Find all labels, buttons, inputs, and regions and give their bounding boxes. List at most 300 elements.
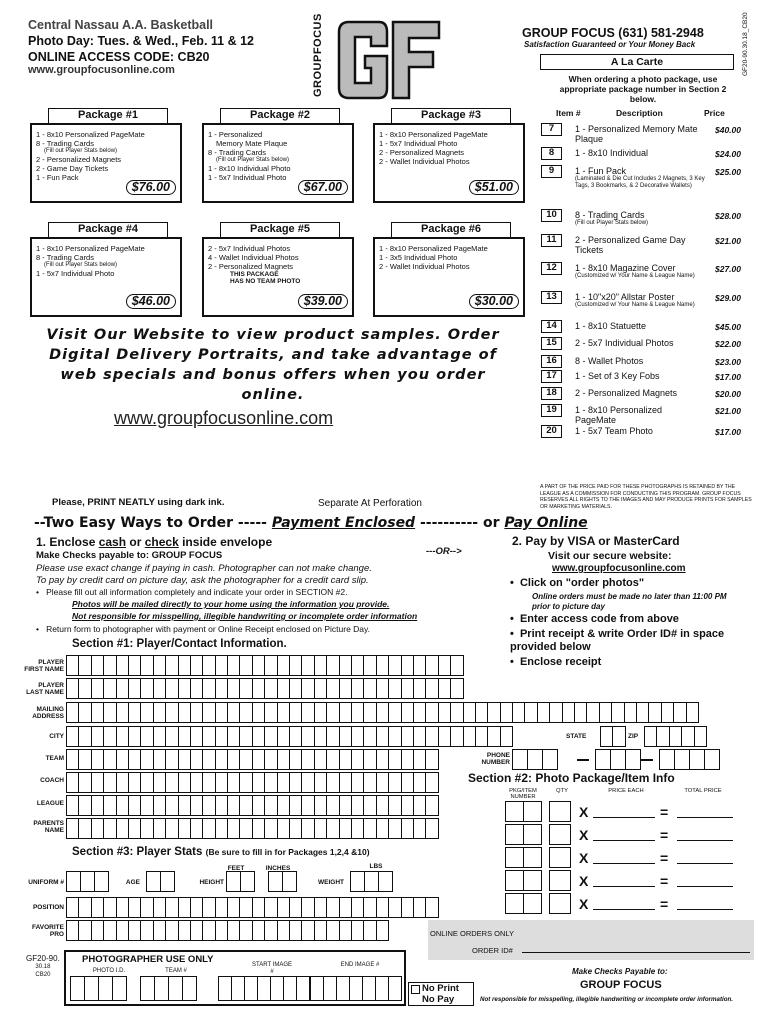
char-box[interactable] — [165, 795, 178, 816]
char-box[interactable] — [178, 702, 191, 723]
char-box[interactable] — [376, 726, 389, 747]
char-box[interactable] — [425, 818, 438, 839]
char-box[interactable] — [160, 871, 175, 892]
char-box[interactable] — [438, 726, 451, 747]
char-box[interactable] — [165, 726, 178, 747]
char-box[interactable] — [378, 871, 393, 892]
pkg-number-box[interactable] — [505, 870, 524, 891]
char-box[interactable] — [339, 655, 352, 676]
char-box[interactable] — [165, 655, 178, 676]
char-box[interactable] — [351, 655, 364, 676]
char-box[interactable] — [326, 726, 339, 747]
char-box[interactable] — [301, 920, 314, 941]
char-box[interactable] — [363, 702, 376, 723]
char-box[interactable] — [91, 702, 104, 723]
char-box[interactable] — [78, 795, 91, 816]
char-box[interactable] — [165, 749, 178, 770]
qty-box[interactable] — [549, 870, 571, 891]
league-field[interactable] — [66, 795, 438, 816]
char-box[interactable] — [91, 678, 104, 699]
char-box[interactable] — [190, 726, 203, 747]
char-box[interactable] — [351, 702, 364, 723]
char-box[interactable] — [323, 976, 337, 1001]
char-box[interactable] — [326, 920, 339, 941]
char-box[interactable] — [656, 726, 669, 747]
char-box[interactable] — [463, 726, 476, 747]
char-box[interactable] — [314, 772, 327, 793]
char-box[interactable] — [487, 702, 500, 723]
char-box[interactable] — [611, 702, 624, 723]
char-box[interactable] — [336, 976, 350, 1001]
char-box[interactable] — [66, 726, 79, 747]
char-box[interactable] — [413, 678, 426, 699]
char-box[interactable] — [215, 749, 228, 770]
char-box[interactable] — [215, 920, 228, 941]
char-box[interactable] — [413, 726, 426, 747]
char-box[interactable] — [363, 726, 376, 747]
price-each-field[interactable] — [593, 909, 655, 910]
char-box[interactable] — [239, 678, 252, 699]
char-box[interactable] — [401, 678, 414, 699]
char-box[interactable] — [301, 702, 314, 723]
char-box[interactable] — [178, 818, 191, 839]
char-box[interactable] — [70, 976, 85, 1001]
char-box[interactable] — [648, 702, 661, 723]
char-box[interactable] — [128, 749, 141, 770]
first-name-field[interactable] — [66, 655, 463, 676]
char-box[interactable] — [178, 655, 191, 676]
pkg-number-box[interactable] — [505, 847, 524, 868]
char-box[interactable] — [388, 678, 401, 699]
char-box[interactable] — [388, 749, 401, 770]
char-box[interactable] — [537, 702, 550, 723]
char-box[interactable] — [91, 726, 104, 747]
char-box[interactable] — [240, 871, 255, 892]
char-box[interactable] — [401, 655, 414, 676]
char-box[interactable] — [103, 772, 116, 793]
char-box[interactable] — [595, 749, 611, 770]
char-box[interactable] — [376, 702, 389, 723]
char-box[interactable] — [349, 976, 363, 1001]
char-box[interactable] — [624, 702, 637, 723]
char-box[interactable] — [289, 726, 302, 747]
char-box[interactable] — [168, 976, 183, 1001]
char-box[interactable] — [257, 976, 271, 1001]
website-link[interactable]: www.groupfocusonline.com — [28, 64, 175, 76]
char-box[interactable] — [438, 678, 451, 699]
char-box[interactable] — [351, 920, 364, 941]
char-box[interactable] — [116, 749, 129, 770]
char-box[interactable] — [165, 772, 178, 793]
char-box[interactable] — [277, 818, 290, 839]
char-box[interactable] — [351, 772, 364, 793]
price-each-field[interactable] — [593, 840, 655, 841]
char-box[interactable] — [264, 897, 277, 918]
char-box[interactable] — [574, 702, 587, 723]
char-box[interactable] — [252, 920, 265, 941]
char-box[interactable] — [178, 726, 191, 747]
char-box[interactable] — [190, 678, 203, 699]
char-box[interactable] — [704, 749, 720, 770]
photo-id-field[interactable] — [70, 976, 126, 1001]
char-box[interactable] — [91, 818, 104, 839]
char-box[interactable] — [190, 897, 203, 918]
char-box[interactable] — [659, 749, 675, 770]
char-box[interactable] — [239, 897, 252, 918]
char-box[interactable] — [363, 920, 376, 941]
char-box[interactable] — [202, 920, 215, 941]
char-box[interactable] — [128, 702, 141, 723]
char-box[interactable] — [599, 702, 612, 723]
char-box[interactable] — [215, 772, 228, 793]
char-box[interactable] — [277, 795, 290, 816]
char-box[interactable] — [252, 726, 265, 747]
char-box[interactable] — [66, 897, 79, 918]
char-box[interactable] — [264, 795, 277, 816]
qty-box[interactable] — [549, 824, 571, 845]
char-box[interactable] — [450, 726, 463, 747]
char-box[interactable] — [351, 678, 364, 699]
char-box[interactable] — [351, 749, 364, 770]
char-box[interactable] — [351, 726, 364, 747]
pkg-number-box[interactable] — [505, 824, 524, 845]
char-box[interactable] — [500, 726, 513, 747]
char-box[interactable] — [153, 702, 166, 723]
char-box[interactable] — [339, 897, 352, 918]
char-box[interactable] — [91, 897, 104, 918]
char-box[interactable] — [681, 726, 694, 747]
char-box[interactable] — [153, 749, 166, 770]
char-box[interactable] — [351, 818, 364, 839]
char-box[interactable] — [227, 726, 240, 747]
char-box[interactable] — [178, 772, 191, 793]
char-box[interactable] — [153, 897, 166, 918]
char-box[interactable] — [231, 976, 245, 1001]
char-box[interactable] — [239, 772, 252, 793]
char-box[interactable] — [413, 772, 426, 793]
char-box[interactable] — [376, 818, 389, 839]
char-box[interactable] — [314, 655, 327, 676]
char-box[interactable] — [140, 920, 153, 941]
char-box[interactable] — [301, 749, 314, 770]
char-box[interactable] — [78, 772, 91, 793]
char-box[interactable] — [98, 976, 113, 1001]
price-each-field[interactable] — [593, 817, 655, 818]
char-box[interactable] — [310, 976, 324, 1001]
char-box[interactable] — [190, 772, 203, 793]
char-box[interactable] — [252, 702, 265, 723]
char-box[interactable] — [314, 702, 327, 723]
char-box[interactable] — [165, 818, 178, 839]
char-box[interactable] — [153, 795, 166, 816]
char-box[interactable] — [362, 976, 376, 1001]
char-box[interactable] — [586, 702, 599, 723]
char-box[interactable] — [227, 678, 240, 699]
char-box[interactable] — [314, 897, 327, 918]
char-box[interactable] — [153, 726, 166, 747]
char-box[interactable] — [66, 655, 79, 676]
char-box[interactable] — [363, 678, 376, 699]
qty-box[interactable] — [549, 893, 571, 914]
char-box[interactable] — [264, 749, 277, 770]
char-box[interactable] — [252, 749, 265, 770]
char-box[interactable] — [178, 920, 191, 941]
pkg-number-box[interactable] — [523, 870, 542, 891]
char-box[interactable] — [351, 897, 364, 918]
char-box[interactable] — [116, 726, 129, 747]
char-box[interactable] — [264, 655, 277, 676]
char-box[interactable] — [401, 726, 414, 747]
last-name-field[interactable] — [66, 678, 463, 699]
char-box[interactable] — [388, 897, 401, 918]
char-box[interactable] — [78, 749, 91, 770]
char-box[interactable] — [301, 772, 314, 793]
char-box[interactable] — [326, 655, 339, 676]
char-box[interactable] — [301, 897, 314, 918]
char-box[interactable] — [140, 897, 153, 918]
char-box[interactable] — [413, 749, 426, 770]
char-box[interactable] — [673, 702, 686, 723]
char-box[interactable] — [140, 702, 153, 723]
char-box[interactable] — [202, 702, 215, 723]
char-box[interactable] — [301, 678, 314, 699]
char-box[interactable] — [363, 772, 376, 793]
zip-field[interactable] — [644, 726, 706, 747]
char-box[interactable] — [227, 795, 240, 816]
char-box[interactable] — [227, 702, 240, 723]
char-box[interactable] — [66, 920, 79, 941]
char-box[interactable] — [128, 920, 141, 941]
char-box[interactable] — [268, 871, 283, 892]
city-field[interactable] — [66, 726, 512, 747]
char-box[interactable] — [91, 749, 104, 770]
char-box[interactable] — [215, 702, 228, 723]
char-box[interactable] — [339, 726, 352, 747]
char-box[interactable] — [103, 655, 116, 676]
char-box[interactable] — [512, 702, 525, 723]
char-box[interactable] — [116, 818, 129, 839]
char-box[interactable] — [425, 678, 438, 699]
char-box[interactable] — [425, 702, 438, 723]
weight-field[interactable] — [350, 871, 392, 892]
char-box[interactable] — [140, 678, 153, 699]
char-box[interactable] — [277, 655, 290, 676]
char-box[interactable] — [202, 772, 215, 793]
char-box[interactable] — [283, 976, 297, 1001]
total-price-field[interactable] — [677, 840, 733, 841]
char-box[interactable] — [339, 702, 352, 723]
char-box[interactable] — [202, 897, 215, 918]
char-box[interactable] — [227, 818, 240, 839]
char-box[interactable] — [301, 795, 314, 816]
char-box[interactable] — [239, 749, 252, 770]
char-box[interactable] — [103, 726, 116, 747]
height-feet-field[interactable] — [226, 871, 254, 892]
char-box[interactable] — [289, 772, 302, 793]
char-box[interactable] — [202, 749, 215, 770]
char-box[interactable] — [562, 702, 575, 723]
char-box[interactable] — [227, 897, 240, 918]
char-box[interactable] — [103, 897, 116, 918]
char-box[interactable] — [388, 818, 401, 839]
char-box[interactable] — [388, 795, 401, 816]
char-box[interactable] — [202, 678, 215, 699]
char-box[interactable] — [252, 818, 265, 839]
char-box[interactable] — [252, 795, 265, 816]
char-box[interactable] — [314, 920, 327, 941]
char-box[interactable] — [239, 655, 252, 676]
end-image-field[interactable] — [310, 976, 401, 1001]
char-box[interactable] — [140, 655, 153, 676]
pkg-number-box[interactable] — [505, 801, 524, 822]
char-box[interactable] — [178, 795, 191, 816]
char-box[interactable] — [153, 772, 166, 793]
char-box[interactable] — [289, 920, 302, 941]
char-box[interactable] — [116, 678, 129, 699]
char-box[interactable] — [326, 795, 339, 816]
char-box[interactable] — [146, 871, 161, 892]
char-box[interactable] — [66, 871, 81, 892]
char-box[interactable] — [140, 772, 153, 793]
char-box[interactable] — [91, 655, 104, 676]
char-box[interactable] — [363, 795, 376, 816]
char-box[interactable] — [215, 655, 228, 676]
char-box[interactable] — [277, 702, 290, 723]
pkg-number-box[interactable] — [523, 824, 542, 845]
char-box[interactable] — [128, 772, 141, 793]
char-box[interactable] — [239, 795, 252, 816]
char-box[interactable] — [425, 655, 438, 676]
char-box[interactable] — [270, 976, 284, 1001]
char-box[interactable] — [190, 818, 203, 839]
char-box[interactable] — [264, 702, 277, 723]
char-box[interactable] — [376, 678, 389, 699]
char-box[interactable] — [438, 702, 451, 723]
total-price-field[interactable] — [677, 909, 733, 910]
char-box[interactable] — [128, 795, 141, 816]
char-box[interactable] — [116, 772, 129, 793]
char-box[interactable] — [636, 702, 649, 723]
total-price-field[interactable] — [677, 886, 733, 887]
char-box[interactable] — [401, 795, 414, 816]
team-field[interactable] — [66, 749, 438, 770]
char-box[interactable] — [227, 772, 240, 793]
char-box[interactable] — [103, 678, 116, 699]
char-box[interactable] — [140, 726, 153, 747]
char-box[interactable] — [610, 749, 626, 770]
char-box[interactable] — [401, 818, 414, 839]
char-box[interactable] — [178, 678, 191, 699]
total-price-field[interactable] — [677, 863, 733, 864]
char-box[interactable] — [364, 871, 379, 892]
char-box[interactable] — [153, 920, 166, 941]
char-box[interactable] — [289, 795, 302, 816]
char-box[interactable] — [339, 678, 352, 699]
char-box[interactable] — [128, 818, 141, 839]
char-box[interactable] — [388, 702, 401, 723]
char-box[interactable] — [66, 772, 79, 793]
phone-prefix-field[interactable] — [595, 749, 640, 770]
char-box[interactable] — [84, 976, 99, 1001]
char-box[interactable] — [363, 749, 376, 770]
char-box[interactable] — [140, 976, 155, 1001]
coach-field[interactable] — [66, 772, 438, 793]
char-box[interactable] — [413, 818, 426, 839]
char-box[interactable] — [339, 749, 352, 770]
char-box[interactable] — [376, 897, 389, 918]
char-box[interactable] — [154, 976, 169, 1001]
char-box[interactable] — [202, 795, 215, 816]
char-box[interactable] — [326, 678, 339, 699]
qty-box[interactable] — [549, 801, 571, 822]
char-box[interactable] — [277, 897, 290, 918]
char-box[interactable] — [339, 920, 352, 941]
char-box[interactable] — [182, 976, 197, 1001]
no-print-no-pay-box[interactable] — [408, 982, 474, 1006]
char-box[interactable] — [165, 920, 178, 941]
char-box[interactable] — [190, 920, 203, 941]
char-box[interactable] — [239, 726, 252, 747]
char-box[interactable] — [425, 795, 438, 816]
char-box[interactable] — [78, 678, 91, 699]
char-box[interactable] — [252, 897, 265, 918]
total-price-field[interactable] — [677, 817, 733, 818]
char-box[interactable] — [277, 772, 290, 793]
char-box[interactable] — [438, 655, 451, 676]
char-box[interactable] — [116, 655, 129, 676]
char-box[interactable] — [264, 772, 277, 793]
char-box[interactable] — [425, 726, 438, 747]
char-box[interactable] — [264, 818, 277, 839]
pkg-number-box[interactable] — [523, 893, 542, 914]
char-box[interactable] — [644, 726, 657, 747]
order-url[interactable]: www.groupfocusonline.com — [552, 563, 686, 574]
char-box[interactable] — [264, 920, 277, 941]
char-box[interactable] — [375, 976, 389, 1001]
char-box[interactable] — [674, 749, 690, 770]
char-box[interactable] — [686, 702, 699, 723]
char-box[interactable] — [314, 795, 327, 816]
char-box[interactable] — [401, 749, 414, 770]
char-box[interactable] — [140, 749, 153, 770]
start-image-field[interactable] — [218, 976, 309, 1001]
char-box[interactable] — [277, 726, 290, 747]
char-box[interactable] — [661, 702, 674, 723]
char-box[interactable] — [463, 702, 476, 723]
char-box[interactable] — [425, 749, 438, 770]
char-box[interactable] — [524, 702, 537, 723]
char-box[interactable] — [413, 795, 426, 816]
char-box[interactable] — [80, 871, 95, 892]
char-box[interactable] — [252, 772, 265, 793]
char-box[interactable] — [512, 749, 528, 770]
uniform-field[interactable] — [66, 871, 108, 892]
char-box[interactable] — [103, 702, 116, 723]
char-box[interactable] — [227, 749, 240, 770]
char-box[interactable] — [314, 678, 327, 699]
char-box[interactable] — [301, 818, 314, 839]
char-box[interactable] — [376, 795, 389, 816]
team-num-field[interactable] — [140, 976, 196, 1001]
char-box[interactable] — [314, 749, 327, 770]
char-box[interactable] — [227, 920, 240, 941]
char-box[interactable] — [388, 655, 401, 676]
char-box[interactable] — [669, 726, 682, 747]
char-box[interactable] — [218, 976, 232, 1001]
char-box[interactable] — [401, 897, 414, 918]
char-box[interactable] — [301, 726, 314, 747]
char-box[interactable] — [282, 871, 297, 892]
